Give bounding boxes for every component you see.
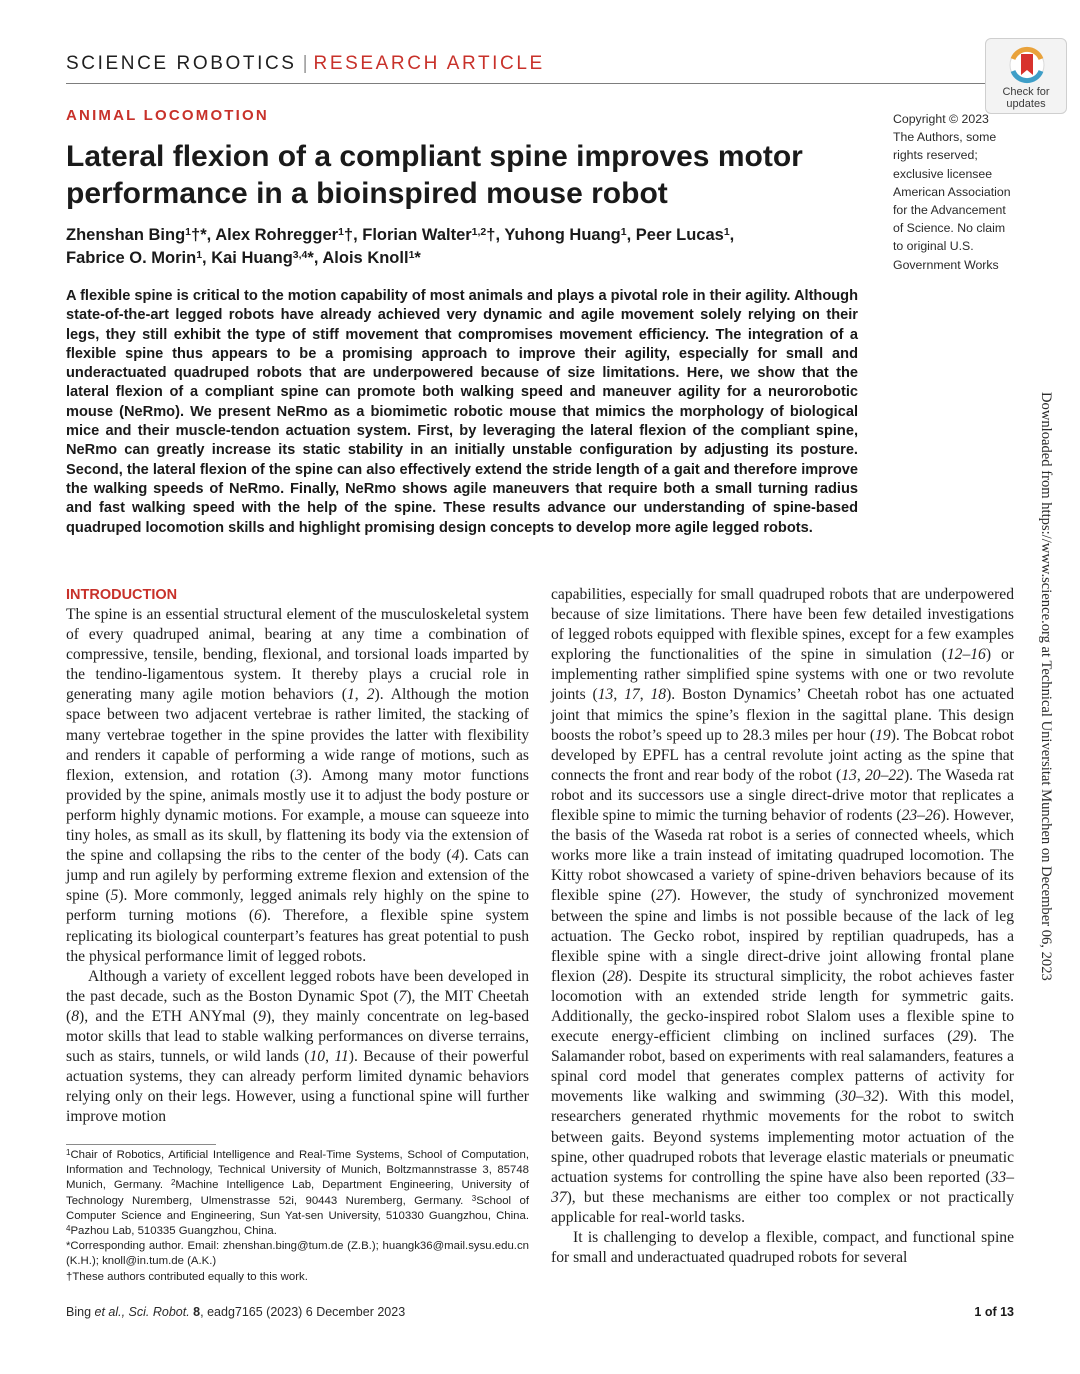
author: Yuhong Huang$^1$	[504, 226, 627, 244]
paragraph: The spine is an essential structural element of the musculoskeletal system of every quadruped animal, bearing at any time a combination of compressive, tensile, bending, flexional, and torsional loads imparted by the tendino-ligamentous system. It thereby plays a crucial role in generating many agile motion behaviors (1, 2). Although the motion space between two adjacent vertebrae is rather limited, the stacking of many vertebrae together in the spine provides the latter with flexibility and renders it capable of performing a wide range of motions, such as flexion, extension, and rotation (3). Among many motor functions provided by the spine, animals mostly use it to adjust the body posture or perform highly dynamic motions. For example, a mouse can squeeze into tiny holes, as small as its skull, by flattening its body via the extension of the spine and collapsing the ribs to the center of the body (4). Cats can jump and run agilely by performing extreme flexion and extension of the spine (5). More commonly, legged animals rely highly on the spine to perform turning motions (6). Therefore, a flexible spine system replicating its biological counterpart’s features has great potential to push the physical performance limit of legged robots.	[66, 606, 529, 965]
check-for-updates-label: Check for updates	[1002, 86, 1050, 110]
author: Peer Lucas$^1$	[635, 226, 730, 244]
copyright-notice: Copyright © 2023 The Authors, some rights reserved; exclusive licensee American Association for the Advancement of Science. No claim to original U.S. Government Works	[893, 112, 1011, 272]
citation-ref[interactable]: 23–26	[901, 807, 941, 825]
footnotes	[66, 1148, 529, 1285]
corresponding-author: *Corresponding author. Email: zhenshan.bing@tum.de (Z.B.); huangk36@mail.sysu.edu.cn (K.H.); knoll@in.tum.de (A.K.)	[66, 1240, 529, 1268]
paragraph: It is challenging to develop a flexible, compact, and functional spine for small and underactuated quadruped robots for several	[551, 1229, 1014, 1267]
citation-ref[interactable]: 9	[258, 1007, 266, 1025]
author: Alex Rohregger$^1$†	[215, 226, 354, 244]
citation-ref[interactable]: 12–16	[946, 646, 986, 664]
article-type: RESEARCH ARTICLE	[313, 53, 545, 74]
author: Kai Huang$^{3,4}$*	[211, 249, 314, 267]
citation-ref[interactable]: 4	[451, 847, 460, 865]
download-note: Downloaded from https://www.science.org at Technical Universitat Munchen on December 06, 2023	[1038, 392, 1054, 981]
body-column-right	[551, 585, 1014, 1268]
citation-ref[interactable]: 6	[254, 907, 262, 925]
paragraph: capabilities, especially for small quadruped robots that are underpowered because of size limitations. There have been few detailed investigations of legged robots equipped with flexible spines, except for a few examples exploring the functionalities of the spine in simulation (12–16) or implementing rather simplified spine systems with one or two revolute joints (13, 17, 18). Boston Dynamics’ Cheetah robot has one actuated joint that mimics the spine’s flexion in the sagittal plane. This design boosts the robot’s speed up to 28.3 miles per hour (19). The Bobcat robot developed by EPFL has a central revolute joint acting as the spine that connects the front and rear body of the robot (13, 20–22). The Waseda rat robot and its successors use a single direct-drive motor that replicates a flexible spine to mimic the turning behavior of rodents (23–26). However, the basis of the Waseda rat robot is a series of connected wheels, which works more like a train instead of imitating quadruped locomotion. The Kitty robot showcased a variety of spine-driven behaviors because of its flexible spine (27). However, the study of synchronized movement between the spine and limbs is not possible because of the lack of leg actuation. The Gecko robot, inspired by reptilian quadrupeds, has a flexible spine with a single direct-drive joint allowing frontal plane flexion (28). Despite its structural simplicity, the robot achieves faster locomotion with an extended stride length for symmetric gaits. Additionally, the gecko-inspired robot Slalom uses a flexible spine to execute energy-efficient climbing on inclined surfaces (29). The Salamander robot, based on experiments with real salamanders, features a spinal cord model that generates complex patterns of activity for movements like walking and swimming (30–32). With this model, researchers generated rhythmic movements for the robot to switch between gaits. Beyond systems implementing motor actuation of the spine, other quadruped robots that leverage elastic materials or pneumatic actuation systems for controlling the spine have also been reported (33–37), but these mechanisms are either too complex or not practically applicable for real-world tasks.	[551, 586, 1015, 1226]
section-label: ANIMAL LOCOMOTION	[66, 107, 269, 124]
author-list: Zhenshan Bing$^1$†*, Alex Rohregger$^1$†, Florian Walter$^{1,2}$†, Yuhong Huang$^1$, Peer Lucas$^1$, Fabrice O. Morin$^1$, Kai Huang$^{3,4}$*, Alois Knoll$^1$*	[66, 226, 735, 267]
author: Alois Knoll$^1$*	[322, 249, 421, 267]
journal-name: SCIENCE ROBOTICS	[66, 53, 297, 74]
citation-ref[interactable]: 10	[309, 1048, 326, 1066]
citation-footer: Bing et al., Sci. Robot. 8, eadg7165 (2023) 6 December 2023	[66, 1305, 406, 1319]
paragraph: Although a variety of excellent legged robots have been developed in the past decade, such as the Boston Dynamic Spot (7), the MIT Cheetah (8), and the ETH ANYmal (9), they mainly concentrate on leg-based motor skills that lead to stable walking performances on diverse terrains, such as stairs, tunnels, or wild lands (10, 11). Because of their powerful actuation systems, they can already perform limited dynamic behaviors relying only on their legs. However, using a functional spine will further improve motion	[66, 967, 529, 1126]
affiliations: $^1$Chair of Robotics, Artificial Intelligence and Real-Time Systems, School of Computation, Information and Technology, Technical University of Munich, Boltzmannstrasse 3, 85748 Munich, Germany. $^2$Machine Intelligence Lab, Department Engineering, University of Technology Nuremberg, Ulmenstrasse 52i, 90443 Nuremberg, Germany. $^3$School of Computer Science and Engineering, Sun Yat-sen University, 510330 Guangzhou, China. $^4$Pazhou Lab, 510335 Guangzhou, China.	[66, 1148, 530, 1238]
masthead-separator: |	[302, 53, 308, 74]
citation-ref[interactable]: 3	[295, 766, 303, 784]
citation-ref[interactable]: 8	[71, 1007, 79, 1025]
citation-ref[interactable]: 5	[110, 887, 119, 905]
introduction-heading: INTRODUCTION	[66, 587, 178, 603]
citation-ref[interactable]: 29	[952, 1028, 969, 1046]
citation-ref[interactable]: 11	[334, 1048, 349, 1066]
crossmark-icon	[1005, 45, 1049, 85]
citation-ref[interactable]: 33–37	[551, 1168, 1014, 1206]
citation-ref[interactable]: 27	[656, 887, 672, 905]
journal-masthead	[66, 53, 545, 75]
citation-ref[interactable]: 17	[624, 686, 640, 704]
page-number: 1 of 13	[974, 1305, 1014, 1319]
citation-ref[interactable]: 18	[650, 686, 667, 704]
citation-ref[interactable]: 13	[841, 766, 857, 784]
citation-ref[interactable]: 1	[346, 686, 355, 704]
author: Florian Walter$^{1,2}$†	[362, 226, 496, 244]
citation-ref[interactable]: 7	[398, 987, 407, 1005]
author: Fabrice O. Morin$^1$	[66, 249, 203, 267]
header-rule	[66, 83, 1014, 84]
citation-ref[interactable]: 13	[597, 686, 614, 704]
abstract: A flexible spine is critical to the motion capability of most animals and plays a pivotal role in their agility. Although state-of-the-art legged robots have already achieved very dynamic and agile movement solely relying on their legs, they still exhibit the type of stiff movement that compromises movement efficiency. The integration of a flexible spine thus appears to be a promising approach to improve their agility, especially for small and underactuated quadruped robots that are underpowered because of size limitations. Here, we show that the lateral flexion of a compliant spine can promote both walking speed and maneuver agility for a neurorobotic mouse (NeRmo). We present NeRmo as a biomimetic robotic mouse that mimics the morphology of biological mice and their muscle-tendon actuation system. First, by leveraging the lateral flexion of the compliant spine, NeRmo can greatly increase its static stability in an initially unstable configuration by adjusting its posture. Second, the lateral flexion of the spine can also effectively extend the stride length of a gait and therefore improve the walking speeds of NeRmo. Finally, NeRmo shows agile maneuvers that require both a small turning radius and fast walking speed with the help of the spine. These results advance our understanding of spine-based quadruped locomotion skills and highlight promising design concepts to develop more agile legged robots.	[66, 288, 858, 536]
citation-ref[interactable]: 19	[875, 726, 891, 744]
citation-ref[interactable]: 28	[607, 967, 623, 985]
check-for-updates-badge[interactable]	[985, 38, 1067, 114]
author: Zhenshan Bing$^1$†*	[66, 226, 207, 244]
equal-contribution-note: †These authors contributed equally to this work.	[66, 1270, 308, 1283]
article-title: Lateral flexion of a compliant spine improves motor performance in a bioinspired mouse robot	[66, 140, 803, 210]
citation-ref[interactable]: 30–32	[840, 1088, 880, 1106]
footnote-rule	[66, 1144, 216, 1145]
citation-ref[interactable]: 20–22	[864, 766, 904, 784]
body-column-left	[66, 605, 529, 1127]
citation-ref[interactable]: 2	[366, 686, 375, 704]
